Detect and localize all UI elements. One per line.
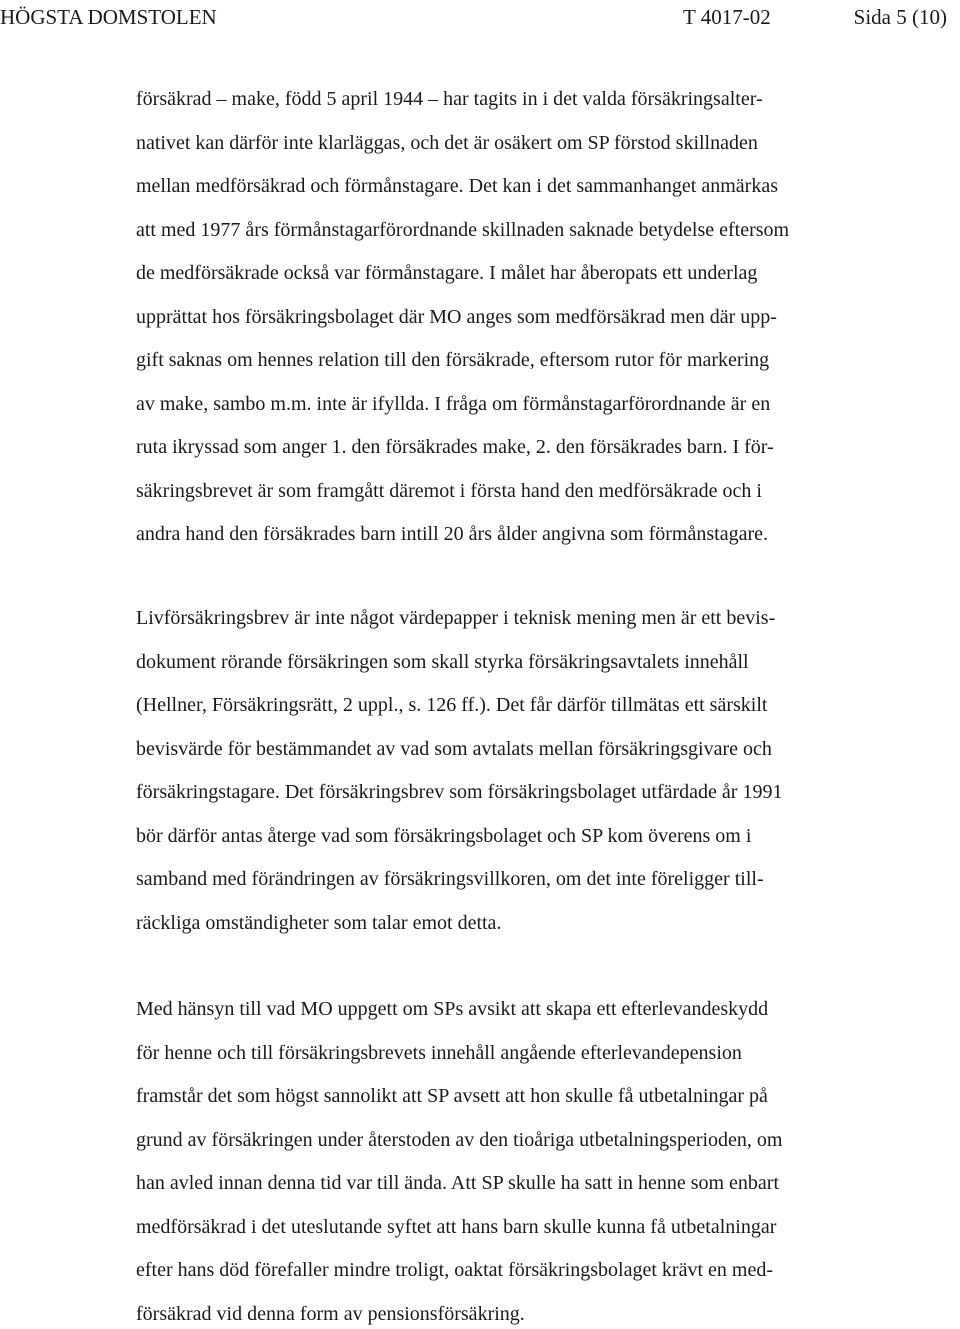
- text-line: försäkrad vid denna form av pensionsförsäkring.: [136, 1302, 525, 1325]
- text-line: Livförsäkringsbrev är inte något värdepapper i teknisk mening men är ett bevis-: [136, 607, 776, 629]
- text-line: säkringsbrevet är som framgått däremot i första hand den medförsäkrade och i: [136, 479, 762, 502]
- text-line: bevisvärde för bestämmandet av vad som avtalats mellan försäkringsgivare och: [136, 737, 772, 760]
- text-line: Med hänsyn till vad MO uppgett om SPs avsikt att skapa ett efterlevandeskydd: [136, 998, 769, 1020]
- text-line: räckliga omständigheter som talar emot detta.: [136, 911, 502, 934]
- text-line: medförsäkrad i det uteslutande syftet att hans barn skulle kunna få utbetalningar: [136, 1215, 777, 1238]
- text-line: grund av försäkringen under återstoden av den tioåriga utbetalningsperioden, om: [136, 1128, 783, 1151]
- text-line: av make, sambo m.m. inte är ifyllda. I fråga om förmånstagarförordnande är en: [136, 392, 771, 415]
- court-name: HÖGSTA DOMSTOLEN: [0, 5, 217, 29]
- page-number: Sida 5 (10): [853, 5, 947, 29]
- text-line: andra hand den försäkrades barn intill 20 års ålder angivna som förmånstagare.: [136, 523, 768, 545]
- text-line: efter hans död förefaller mindre troligt, oaktat försäkringsbolaget krävt en med-: [136, 1259, 773, 1281]
- text-line: upprättat hos försäkringsbolaget där MO anges som medförsäkrad men där upp-: [136, 305, 777, 328]
- text-line: för henne och till försäkringsbrevets innehåll angående efterlevandepension: [136, 1041, 742, 1064]
- page-header: [0, 2, 960, 32]
- text-line: mellan medförsäkrad och förmånstagare. Det kan i det sammanhanget anmärkas: [136, 175, 778, 197]
- text-line: samband med förändringen av försäkringsvillkoren, om det inte föreligger till-: [136, 868, 764, 890]
- text-line: nativet kan därför inte klarläggas, och det är osäkert om SP förstod skillnaden: [136, 131, 758, 154]
- text-line: ruta ikryssad som anger 1. den försäkrades make, 2. den försäkrades barn. I för-: [136, 436, 774, 458]
- text-line: de medförsäkrade också var förmånstagare. I målet har åberopats ett underlag: [136, 262, 758, 284]
- text-line: (Hellner, Försäkringsrätt, 2 uppl., s. 126 ff.). Det får därför tillmätas ett särskilt: [136, 694, 768, 716]
- case-number: T 4017-02: [683, 5, 771, 29]
- text-line: framstår det som högst sannolikt att SP avsett att hon skulle få utbetalningar på: [136, 1085, 768, 1107]
- text-line: gift saknas om hennes relation till den försäkrade, eftersom rutor för markering: [136, 349, 770, 371]
- text-line: han avled innan denna tid var till ända. Att SP skulle ha satt in henne som enbart: [136, 1172, 780, 1194]
- text-line: dokument rörande försäkringen som skall styrka försäkringsavtalets innehåll: [136, 650, 749, 673]
- text-line: försäkrad – make, född 5 april 1944 – har tagits in i det valda försäkringsalter-: [136, 88, 763, 110]
- text-line: att med 1977 års förmånstagarförordnande skillnaden saknade betydelse eftersom: [136, 218, 790, 241]
- text-line: försäkringstagare. Det försäkringsbrev som försäkringsbolaget utfärdade år 1991: [136, 781, 783, 803]
- text-line: bör därför antas återge vad som försäkringsbolaget och SP kom överens om i: [136, 824, 752, 847]
